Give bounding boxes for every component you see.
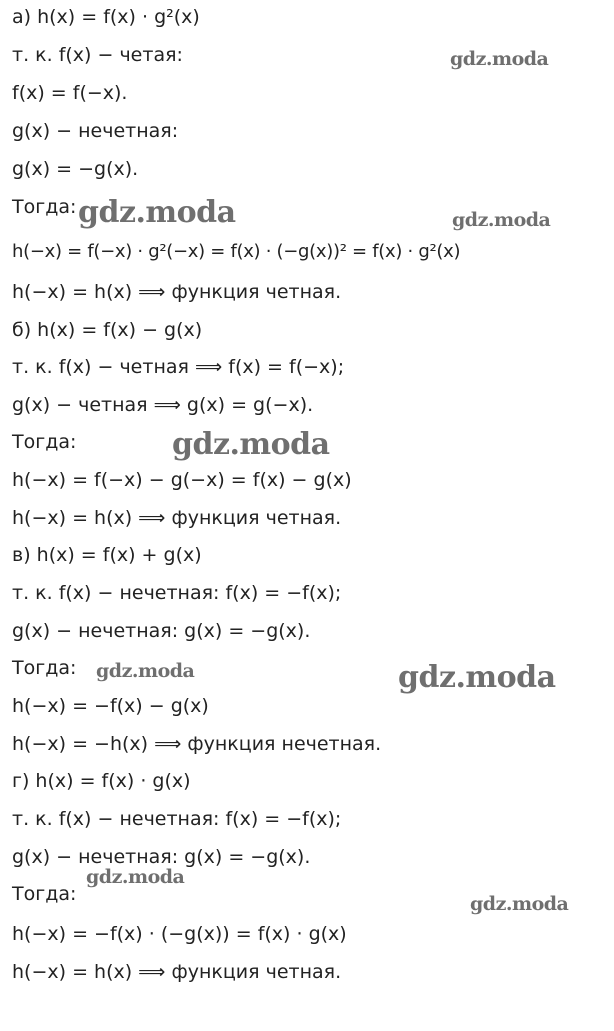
watermark: gdz.moda	[78, 195, 236, 230]
line-3: f(x) = f(−x).	[12, 82, 128, 104]
line-12: Тогда:	[12, 431, 77, 453]
line-13: h(−x) = f(−x) − g(−x) = f(x) − g(x)	[12, 469, 352, 491]
line-5: g(x) = −g(x).	[12, 158, 139, 180]
line-24: Тогда:	[12, 883, 77, 905]
line-9: б) h(x) = f(x) − g(x)	[12, 319, 203, 341]
line-25: h(−x) = −f(x) · (−g(x)) = f(x) · g(x)	[12, 923, 347, 945]
watermark: gdz.moda	[450, 48, 549, 70]
line-11: g(x) − четная ⟹ g(x) = g(−x).	[12, 394, 314, 416]
line-6: Тогда:	[12, 196, 77, 218]
watermark: gdz.moda	[470, 893, 569, 915]
line-18: Тогда:	[12, 657, 77, 679]
line-7: h(−x) = f(−x) · g²(−x) = f(x) · (−g(x))² = f(x) · g²(x)	[12, 241, 461, 262]
line-15: в) h(x) = f(x) + g(x)	[12, 544, 202, 566]
line-21: г) h(x) = f(x) · g(x)	[12, 770, 191, 792]
line-8: h(−x) = h(x) ⟹ функция четная.	[12, 281, 342, 303]
line-10: т. к. f(x) − четная ⟹ f(x) = f(−x);	[12, 356, 345, 378]
line-2: т. к. f(x) − четая:	[12, 44, 183, 66]
line-1: а) h(x) = f(x) · g²(x)	[12, 6, 200, 28]
watermark: gdz.moda	[86, 866, 185, 888]
watermark: gdz.moda	[398, 660, 556, 695]
line-4: g(x) − нечетная:	[12, 120, 179, 142]
line-26: h(−x) = h(x) ⟹ функция четная.	[12, 961, 342, 983]
watermark: gdz.moda	[172, 427, 330, 462]
line-16: т. к. f(x) − нечетная: f(x) = −f(x);	[12, 582, 342, 604]
watermark: gdz.moda	[96, 660, 195, 682]
line-23: g(x) − нечетная: g(x) = −g(x).	[12, 846, 311, 868]
watermark: gdz.moda	[452, 209, 551, 231]
line-20: h(−x) = −h(x) ⟹ функция нечетная.	[12, 733, 382, 755]
line-22: т. к. f(x) − нечетная: f(x) = −f(x);	[12, 808, 342, 830]
line-17: g(x) − нечетная: g(x) = −g(x).	[12, 620, 311, 642]
line-14: h(−x) = h(x) ⟹ функция четная.	[12, 507, 342, 529]
line-19: h(−x) = −f(x) − g(x)	[12, 695, 209, 717]
